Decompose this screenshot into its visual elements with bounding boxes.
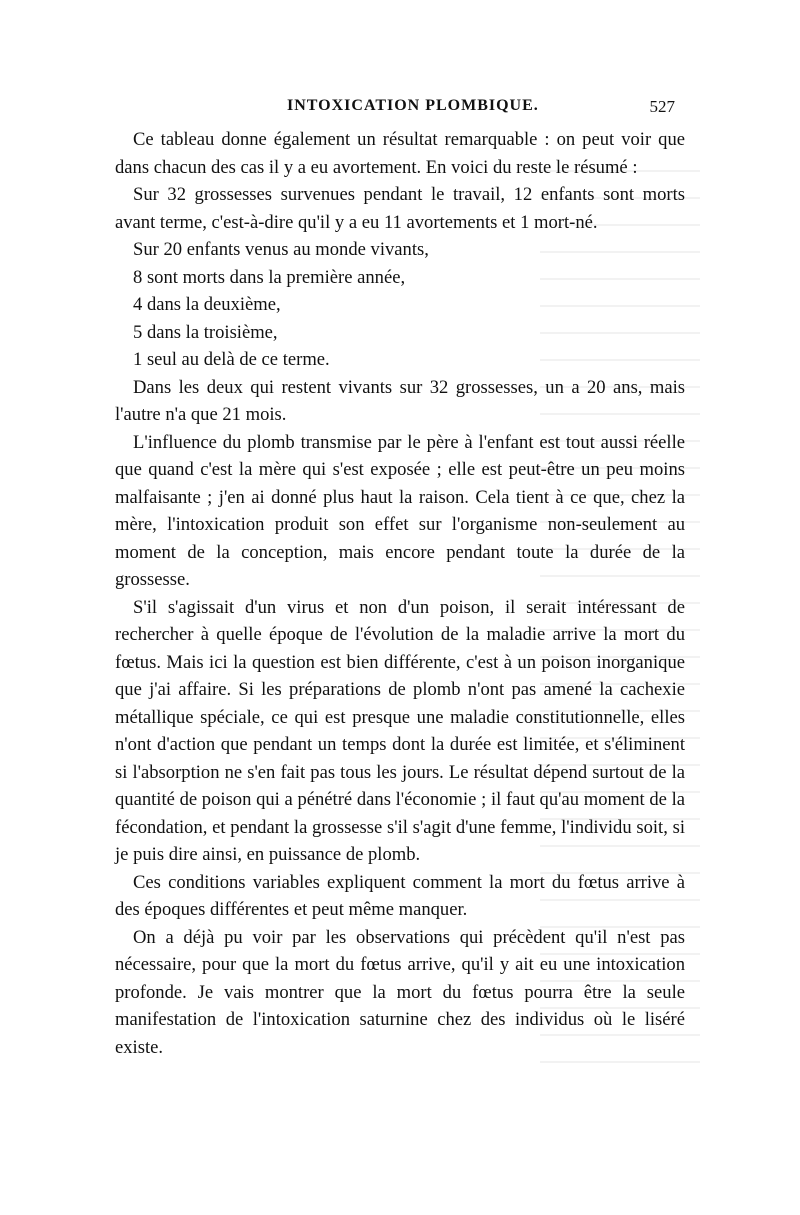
- list-item: 5 dans la troisième,: [133, 321, 278, 343]
- page-number: 527: [649, 97, 675, 116]
- paragraph: Ces conditions variables expliquent comment la mort du fœtus arrive à des époques différentes et peut même manquer.: [115, 871, 685, 920]
- paragraph: Ce tableau donne également un résultat remarquable : on peut voir que dans chacun des cas il y a eu avortement. En voici du reste le résumé :: [115, 129, 685, 178]
- body-text: [115, 126, 685, 1061]
- paragraph: On a déjà pu voir par les observations qui précèdent qu'il n'est pas nécessaire, pour que la mort du fœtus arrive, qu'il y ait eu une intoxication profonde. Je vais montrer que la mort du fœtus pourra être la seule manifestation de l'intoxication saturnine chez des individus où le liséré existe.: [115, 926, 685, 1058]
- paragraph: L'influence du plomb transmise par le père à l'enfant est tout aussi réelle que quand c'est la mère qui s'est exposée ; elle est peut-être un peu moins malfaisante ; j'en ai donné plus haut la raison. Cela tient à ce que, chez la mère, l'intoxication produit son effet sur l'organisme non-seulement au moment de la conception, mais encore pendant toute la durée de la grossesse.: [115, 431, 685, 590]
- list-item: Sur 20 enfants venus au monde vivants,: [133, 239, 429, 260]
- list-item: 4 dans la deuxième,: [133, 294, 281, 315]
- paragraph: Dans les deux qui restent vivants sur 32 grossesses, un a 20 ans, mais l'autre n'a que 21 mois.: [115, 376, 685, 425]
- running-title: INTOXICATION PLOMBIQUE.: [287, 97, 539, 114]
- page-header: [115, 97, 685, 121]
- paragraph: S'il s'agissait d'un virus et non d'un poison, il serait intéressant de rechercher à quelle époque de l'évolution de la maladie arrive la mort du fœtus. Mais ici la question est bien différente, c'est à un poison inorganique que j'ai affaire. Si les préparations de plomb n'ont pas amené la cachexie métallique spéciale, ce qui est presque une maladie constitutionnelle, elles n'ont d'action que pendant un temps dont la durée est limitée, et s'éliminent si l'absorption ne s'en fait pas tous les jours. Le résultat dépend surtout de la quantité de poison qui a pénétré dans l'économie ; il faut qu'au moment de la fécondation, et pendant la grossesse s'il s'agit d'une femme, l'individu soit, si je puis dire ainsi, en puissance de plomb.: [115, 596, 685, 865]
- list-item: 8 sont morts dans la première année,: [133, 266, 406, 288]
- paragraph: Sur 32 grossesses survenues pendant le travail, 12 enfants sont morts avant terme, c'est-à-dire qu'il y a eu 11 avortements et 1 mort-né.: [115, 184, 685, 233]
- list-item: 1 seul au delà de ce terme.: [133, 349, 330, 370]
